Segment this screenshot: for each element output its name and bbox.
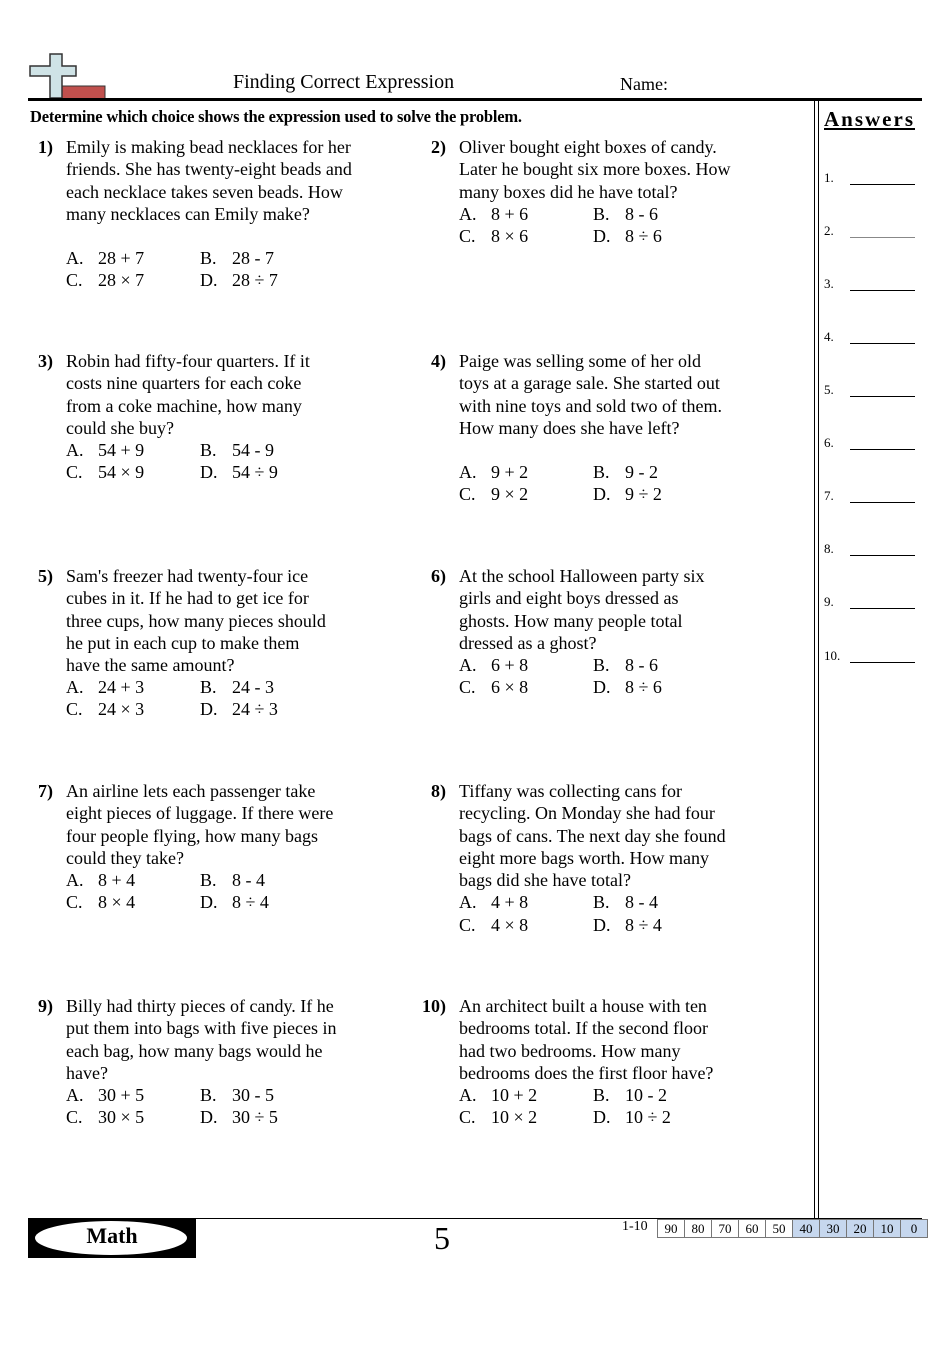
option-a[interactable]: A. 6 + 8 bbox=[459, 655, 529, 675]
option-d[interactable]: D. 28 ÷ 7 bbox=[200, 270, 278, 290]
answer-blank-6[interactable]: 6. bbox=[824, 435, 919, 455]
option-c[interactable]: C. 8 × 6 bbox=[459, 226, 529, 246]
question-1 bbox=[29, 136, 389, 306]
header-rule bbox=[28, 98, 922, 101]
score-cell: 0 bbox=[900, 1219, 928, 1238]
question-text: An airline lets each passenger take eight pieces of luggage. If there were four people flying, how many bags could they take? bbox=[66, 781, 334, 868]
answer-blank-1[interactable]: 1. bbox=[824, 170, 919, 190]
option-a[interactable]: A. 24 + 3 bbox=[66, 677, 145, 697]
question-9 bbox=[29, 995, 389, 1165]
score-range-label: 1-10 bbox=[622, 1219, 648, 1234]
option-b[interactable]: B. 54 - 9 bbox=[200, 440, 274, 460]
option-c[interactable]: C. 10 × 2 bbox=[459, 1107, 538, 1127]
option-d[interactable]: D. 10 ÷ 2 bbox=[593, 1107, 671, 1127]
question-2 bbox=[422, 136, 782, 306]
option-a[interactable]: A. 8 + 6 bbox=[459, 204, 529, 224]
option-b[interactable]: B. 8 - 4 bbox=[593, 892, 658, 912]
question-number: 8) bbox=[431, 781, 446, 801]
option-c[interactable]: C. 28 × 7 bbox=[66, 270, 145, 290]
option-a[interactable]: A. 8 + 4 bbox=[66, 870, 136, 890]
question-number: 5) bbox=[38, 566, 53, 586]
answer-blank-5[interactable]: 5. bbox=[824, 382, 919, 402]
page-number: 5 bbox=[434, 1220, 450, 1256]
score-cell: 20 bbox=[846, 1219, 874, 1238]
question-number: 1) bbox=[38, 137, 53, 157]
option-b[interactable]: B. 9 - 2 bbox=[593, 462, 658, 482]
option-c[interactable]: C. 6 × 8 bbox=[459, 677, 529, 697]
score-cell: 50 bbox=[765, 1219, 793, 1238]
score-cell: 60 bbox=[738, 1219, 766, 1238]
option-d[interactable]: D. 8 ÷ 6 bbox=[593, 677, 662, 697]
instructions: Determine which choice shows the expression used to solve the problem. bbox=[30, 107, 522, 126]
option-b[interactable]: B. 30 - 5 bbox=[200, 1085, 274, 1105]
math-badge-label: Math bbox=[86, 1223, 138, 1248]
option-c[interactable]: C. 30 × 5 bbox=[66, 1107, 145, 1127]
option-b[interactable]: B. 8 - 4 bbox=[200, 870, 265, 890]
option-b[interactable]: B. 8 - 6 bbox=[593, 655, 658, 675]
answers-heading: Answers bbox=[824, 107, 915, 131]
option-d[interactable]: D. 8 ÷ 4 bbox=[593, 915, 662, 935]
option-a[interactable]: A. 54 + 9 bbox=[66, 440, 145, 460]
question-number: 7) bbox=[38, 781, 53, 801]
option-a[interactable]: A. 30 + 5 bbox=[66, 1085, 145, 1105]
option-b[interactable]: B. 10 - 2 bbox=[593, 1085, 667, 1105]
question-number: 9) bbox=[38, 996, 53, 1016]
answer-blank-7[interactable]: 7. bbox=[824, 488, 919, 508]
question-7 bbox=[29, 780, 389, 950]
option-a[interactable]: A. 4 + 8 bbox=[459, 892, 529, 912]
math-badge bbox=[28, 1218, 196, 1258]
answer-blank-10[interactable]: 10. bbox=[824, 648, 919, 668]
answer-blank-4[interactable]: 4. bbox=[824, 329, 919, 349]
question-3 bbox=[29, 350, 389, 520]
option-c[interactable]: C. 24 × 3 bbox=[66, 699, 145, 719]
answer-blank-8[interactable]: 8. bbox=[824, 541, 919, 561]
score-cell: 40 bbox=[792, 1219, 820, 1238]
option-a[interactable]: A. 9 + 2 bbox=[459, 462, 529, 482]
option-d[interactable]: D. 30 ÷ 5 bbox=[200, 1107, 278, 1127]
worksheet-title: Finding Correct Expression bbox=[233, 71, 455, 93]
option-a[interactable]: A. 28 + 7 bbox=[66, 248, 145, 268]
question-text: Oliver bought eight boxes of candy. Later he bought six more boxes. How many boxes did he have total? bbox=[459, 137, 731, 202]
answer-blank-2[interactable]: 2. bbox=[824, 223, 919, 243]
question-number: 2) bbox=[431, 137, 446, 157]
question-4 bbox=[422, 350, 782, 520]
option-c[interactable]: C. 4 × 8 bbox=[459, 915, 529, 935]
question-text: Emily is making bead necklaces for her friends. She has twenty-eight beads and each necklace takes seven beads. How many necklaces can Emily make? bbox=[66, 137, 352, 224]
question-text: Paige was selling some of her old toys at a garage sale. She started out with nine toys and sold two of them. How many does she have left? bbox=[459, 351, 722, 438]
question-text: An architect built a house with ten bedrooms total. If the second floor had two bedrooms. How many bedrooms does the first floor have? bbox=[459, 996, 714, 1083]
question-text: Billy had thirty pieces of candy. If he put them into bags with five pieces in each bag, how many bags would he have? bbox=[66, 996, 337, 1083]
option-d[interactable]: D. 54 ÷ 9 bbox=[200, 462, 278, 482]
divider-line bbox=[814, 101, 815, 1218]
option-c[interactable]: C. 9 × 2 bbox=[459, 484, 529, 504]
option-b[interactable]: B. 24 - 3 bbox=[200, 677, 274, 697]
divider-line bbox=[818, 101, 819, 1218]
question-6 bbox=[422, 565, 782, 735]
option-d[interactable]: D. 8 ÷ 6 bbox=[593, 226, 662, 246]
option-d[interactable]: D. 8 ÷ 4 bbox=[200, 892, 269, 912]
question-text: Robin had fifty-four quarters. If it costs nine quarters for each coke from a coke machine, how many could she buy? bbox=[66, 351, 310, 438]
option-a[interactable]: A. 10 + 2 bbox=[459, 1085, 538, 1105]
option-b[interactable]: B. 28 - 7 bbox=[200, 248, 274, 268]
question-5 bbox=[29, 565, 389, 735]
score-cell: 70 bbox=[711, 1219, 739, 1238]
option-b[interactable]: B. 8 - 6 bbox=[593, 204, 658, 224]
plus-logo-icon bbox=[28, 52, 108, 102]
question-text: At the school Halloween party six girls and eight boys dressed as ghosts. How many people total dressed as a ghost? bbox=[459, 566, 705, 653]
option-d[interactable]: D. 9 ÷ 2 bbox=[593, 484, 662, 504]
score-cell: 80 bbox=[684, 1219, 712, 1238]
question-number: 10) bbox=[422, 996, 446, 1016]
question-text: Tiffany was collecting cans for recycling. On Monday she had four bags of cans. The next day she found eight more bags worth. How many bags did she have total? bbox=[459, 781, 726, 891]
score-cell: 10 bbox=[873, 1219, 901, 1238]
question-8 bbox=[422, 780, 782, 950]
question-text: Sam's freezer had twenty-four ice cubes in it. If he had to get ice for three cups, how many pieces should he put in each cup to make them have the same amount? bbox=[66, 566, 326, 676]
score-cell: 90 bbox=[657, 1219, 685, 1238]
name-label: Name: bbox=[620, 74, 668, 94]
option-c[interactable]: C. 8 × 4 bbox=[66, 892, 136, 912]
score-scale bbox=[658, 1219, 928, 1237]
question-number: 6) bbox=[431, 566, 446, 586]
question-10 bbox=[422, 995, 782, 1165]
option-d[interactable]: D. 24 ÷ 3 bbox=[200, 699, 278, 719]
question-number: 3) bbox=[38, 351, 53, 371]
answer-blank-9[interactable]: 9. bbox=[824, 594, 919, 614]
question-number: 4) bbox=[431, 351, 446, 371]
answer-blank-3[interactable]: 3. bbox=[824, 276, 919, 296]
option-c[interactable]: C. 54 × 9 bbox=[66, 462, 145, 482]
score-cell: 30 bbox=[819, 1219, 847, 1238]
